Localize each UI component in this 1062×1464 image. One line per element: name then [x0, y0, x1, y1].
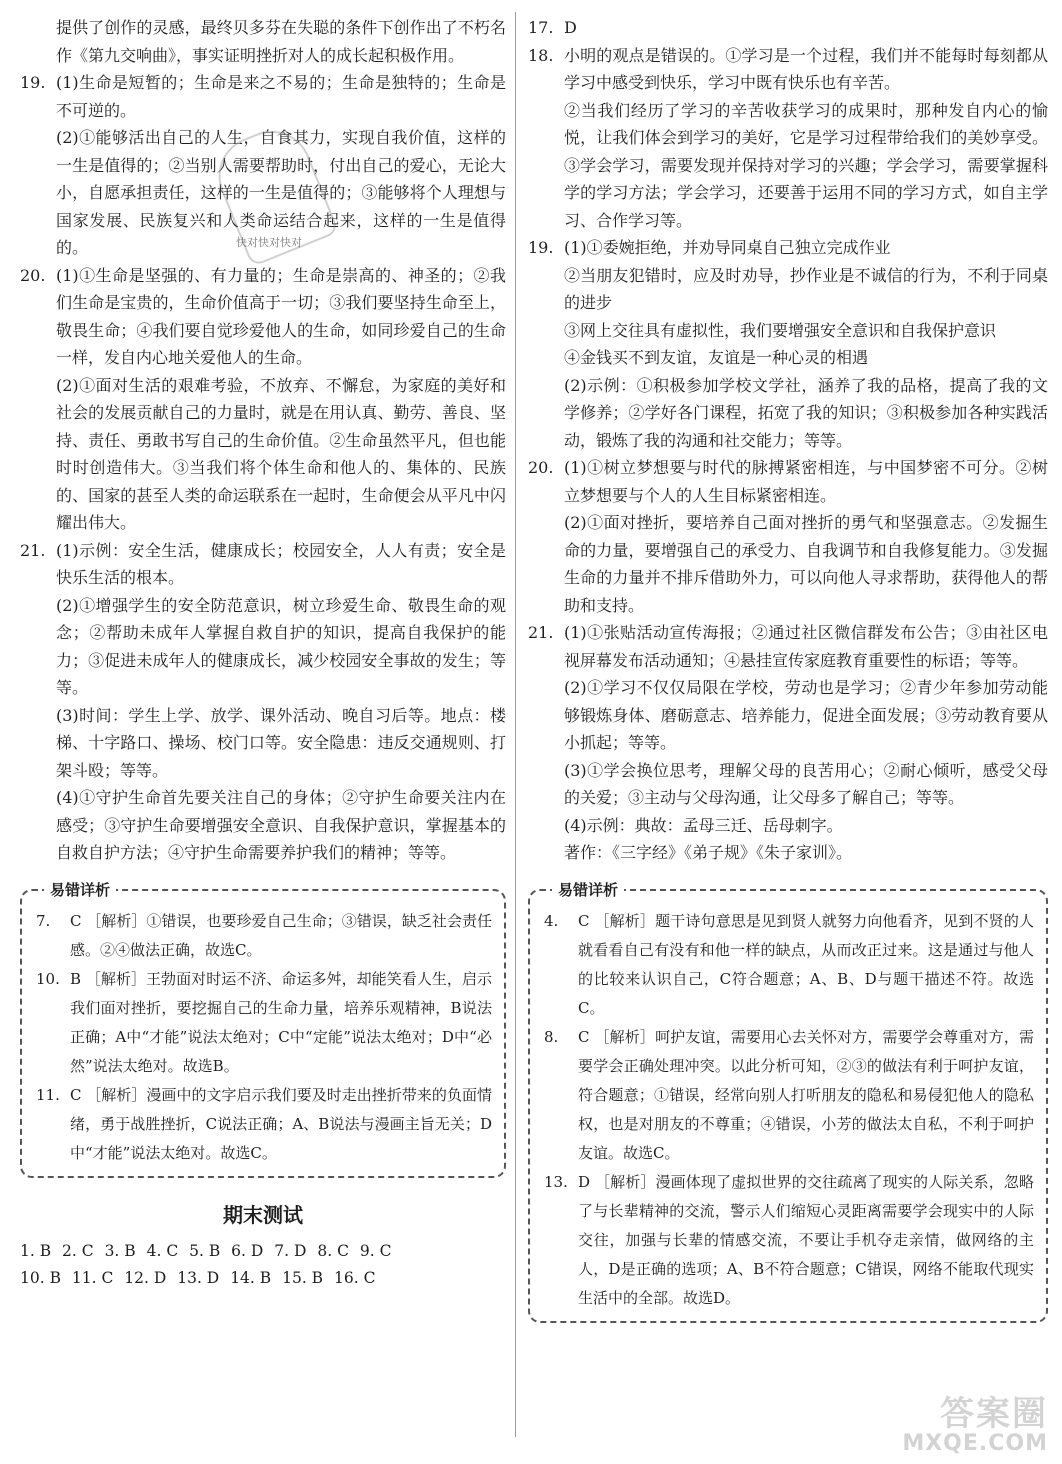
- error-analysis-box: [528, 880, 1048, 1323]
- item-number: 8.: [544, 1027, 559, 1046]
- answer: 7. D: [274, 1241, 307, 1260]
- error-item-8: [544, 1023, 1034, 1168]
- answer-part-3: (3)时间：学生上学、放学、课外活动、晚自习后等。地点：楼梯、十字路口、操场、校门口等。安全隐患：违反交通规则、打架斗殴；等等。: [56, 705, 506, 780]
- item-number: 4.: [544, 911, 559, 930]
- stamp-text: 快对快对快对: [236, 236, 302, 249]
- column-divider: [515, 12, 516, 1437]
- question-number: 21.: [528, 623, 554, 642]
- answer-part-2: (2)①面对生活的艰难考验，不放弃、不懈怠，为家庭的美好和社会的发展贡献自己的力量时，就是在用认真、勤劳、善良、坚持、责任、勇敢书写自己的生命价值。②生命虽然平凡，但也能时时创造伟大。③当我们将个体生命和他人的、集体的、民族的、国家的甚至人类的命运联系在一起时，生命便会从平凡中闪耀出伟大。: [56, 375, 506, 532]
- answer: 16. C: [334, 1268, 376, 1287]
- answer: 13. D: [177, 1268, 220, 1287]
- answer: 9. C: [359, 1241, 392, 1260]
- answer-part-3: (3)①学会换位思考，理解父母的良苦用心；②耐心倾听，感受父母的关爱；③主动与父母沟通，让父母多了解自己；等等。: [564, 760, 1048, 807]
- question-number: 21.: [20, 540, 46, 560]
- question-18: [528, 42, 1048, 235]
- question-20: [528, 454, 1048, 619]
- answer: 4. C: [146, 1241, 179, 1260]
- item-text: C ［解析］①错误，也要珍爱自己生命；③错误，缺乏社会责任感。②④做法正确，故选C。: [70, 911, 492, 959]
- item-text: C ［解析］题干诗句意思是见到贤人就努力向他看齐，见到不贤的人就看看自己有没有和他一样的缺点，从而改正过来。这是通过与他人的比较来认识自己，C符合题意；A、B、D与题干描述不符。故选C。: [578, 911, 1034, 1017]
- question-17: [528, 14, 1048, 42]
- right-column: [528, 14, 1048, 1323]
- question-number: 18.: [528, 45, 554, 65]
- answer: 6. D: [231, 1241, 264, 1260]
- answer: 12. D: [124, 1268, 167, 1287]
- answer: 2. C: [62, 1241, 94, 1260]
- site-watermark: [902, 1396, 1048, 1456]
- answer-part-2: (2)①能够活出自己的人生，自食其力，实现自我价值，这样的一生是值得的；②当别人需要帮助时，付出自己的爱心，无论大小，自愿承担责任，这样的一生是值得的；③能够将个人理想与国家发展、民族复兴和人类命运结合起来，这样的一生是值得的。: [56, 128, 506, 257]
- item-number: 13.: [544, 1172, 568, 1191]
- question-number: 19.: [20, 73, 46, 92]
- error-item-11: [36, 1081, 492, 1168]
- answer-row-2: [20, 1265, 506, 1292]
- error-item-10: [36, 965, 492, 1081]
- box-title: 易错详析: [552, 878, 624, 902]
- watermark-url: MXQE.COM: [902, 1431, 1048, 1456]
- answer-part-1: (1)①委婉拒绝，并劝导同桌自己独立完成作业: [564, 238, 891, 257]
- section-title: 期末测试: [223, 1202, 303, 1227]
- item-number: 7.: [36, 911, 51, 930]
- answer-part-5: (2)示例：①积极参加学校文学社，涵养了我的品格，提高了我的文学修养；②学好各门课程，拓宽了我的知识；③积极参加各种实践活动，锻炼了我的沟通和社交能力；等等。: [564, 375, 1048, 450]
- answer-part-1: (1)示例：安全生活，健康成长；校园安全，人人有责；安全是快乐生活的根本。: [56, 540, 506, 587]
- answer: 15. B: [282, 1268, 324, 1287]
- answer: 3. B: [104, 1241, 136, 1260]
- answer-part-4: (4)示例：典故：孟母三迁、岳母刺字。: [564, 815, 843, 835]
- item-text: C ［解析］漫画中的文字启示我们要及时走出挫折带来的负面情绪，勇于战胜挫折，C说法正确；A、B说法与漫画主旨无关；D中“才能”说法太绝对。故选C。: [70, 1085, 492, 1162]
- continuation-paragraph: 提供了创作的灵感，最终贝多芬在失聪的条件下创作出了不朽名作《第九交响曲》，事实证明挫折对人的成长起积极作用。: [56, 18, 506, 65]
- question-number: 20.: [528, 458, 554, 477]
- watermark-logo-text: 答案圈: [940, 1394, 1048, 1434]
- question-19: [528, 234, 1048, 454]
- answer: 10. B: [20, 1268, 61, 1287]
- answer-part-2: (2)①面对挫折，要培养自己面对挫折的勇气和坚强意志。②发掘生命的力量，要增强自己的承受力、自我调节和自我修复能力。③发掘生命的力量并不排斥借助外力，可以向他人寻求帮助，获得他人的帮助和支持。: [564, 513, 1048, 615]
- item-text: D ［解析］漫画体现了虚拟世界的交往疏离了现实的人际关系，忽略了与长辈精神的交流，警示人们缩短心灵距离需要学会现实中的人际交往，加强与长辈的情感交流，不要让手机夺走亲情，做网络的主人，D是正确的选项；A、B不符合题意；C错误，网络不能取代现实生活中的全部。故选D。: [578, 1172, 1034, 1307]
- answer-part-5: 著作：《三字经》《弟子规》《朱子家训》。: [564, 843, 853, 862]
- answer-part-2: ②当朋友犯错时，应及时劝导，抄作业是不诚信的行为，不利于同桌的进步: [564, 265, 1048, 312]
- answer: 1. B: [20, 1241, 52, 1260]
- question-number: 19.: [528, 238, 554, 257]
- question-number: 20.: [20, 265, 46, 285]
- answer-part-4: (4)①守护生命首先要关注自己的身体；②守护生命要关注内在感受；③守护生命要增强安全意识、自我保护意识，掌握基本的自救自护方法；④守护生命需要养护我们的精神；等等。: [56, 788, 506, 862]
- item-text: C ［解析］呵护友谊，需要用心去关怀对方，需要学会尊重对方，需要学会正确处理冲突。以此分析可知，②③的做法有利于呵护友谊，符合题意；①错误，经常向别人打听朋友的隐私和易侵犯他人的隐私权，也是对朋友的不尊重；④错误，小芳的做法太自私，不利于呵护友谊。故选C。: [578, 1027, 1034, 1162]
- error-item-7: [36, 907, 492, 965]
- question-21: [528, 619, 1048, 867]
- answer-part-1: 小明的观点是错误的。①学习是一个过程，我们并不能每时每刻都从学习中感受到快乐，学习中既有快乐也有辛苦。: [564, 45, 1048, 92]
- answer-part-2: (2)①学习不仅仅局限在学校，劳动也是学习；②青少年参加劳动能够锻炼身体、磨砺意志、培养能力，促进全面发展；③劳动教育要从小抓起；等等。: [564, 678, 1048, 752]
- item-number: 10.: [36, 969, 60, 988]
- answer-part-1: (1)①树立梦想要与时代的脉搏紧密相连，与中国梦密不可分。②树立梦想要与个人的人生目标紧密相连。: [564, 458, 1048, 505]
- answer-part-2: (2)①增强学生的安全防范意识，树立珍爱生命、敬畏生命的观念；②帮助未成年人掌握自救自护的知识，提高自我保护的能力；③促进未成年人的健康成长，减少校园安全事故的发生；等等。: [56, 595, 506, 697]
- item-number: 11.: [36, 1085, 60, 1104]
- box-title: 易错详析: [44, 878, 116, 902]
- answer: 14. B: [230, 1268, 272, 1287]
- question-20: [20, 262, 506, 537]
- error-analysis-box: [20, 880, 506, 1178]
- item-text: B ［解析］王勃面对时运不济、命运多舛，却能笑看人生，启示我们面对挫折，要挖掘自己的生命力量，培养乐观精神，B说法正确；A中“才能”说法太绝对；C中“定能”说法太绝对；D中“必然”说法太绝对。故选B。: [70, 969, 492, 1075]
- answer: 11. C: [71, 1268, 114, 1287]
- answer-row-1: [20, 1238, 506, 1265]
- question-21: [20, 537, 506, 867]
- error-item-13: [544, 1168, 1034, 1313]
- answer-text: D: [564, 18, 577, 37]
- answer: 8. C: [317, 1241, 349, 1260]
- answer-part-1: (1)生命是短暂的；生命是来之不易的；生命是独特的；生命是不可逆的。: [56, 73, 506, 120]
- error-item-4: [544, 907, 1034, 1023]
- answer-part-2: ②当我们经历了学习的辛苦收获学习的成果时，那种发自内心的愉悦，让我们体会到学习的美好，它是学习过程带给我们的美妙享受。③学会学习，需要发现并保持对学习的兴趣；学会学习，需要掌握科学的学习方法；学会学习，还要善于运用不同的学习方式，如自主学习、合作学习等。: [564, 100, 1048, 230]
- answer: 5. B: [189, 1241, 221, 1260]
- answer-part-4: ④金钱买不到友谊，友谊是一种心灵的相遇: [564, 348, 869, 367]
- answer-part-1: (1)①生命是坚强的、有力量的；生命是崇高的、神圣的；②我们生命是宝贵的，生命价值高于一切；③我们要坚持生命至上，敬畏生命；④我们要自觉珍爱他人的生命，如同珍爱自己的生命一样，发自内心地关爱他人的生命。: [56, 265, 506, 367]
- answer-part-3: ③网上交往具有虚拟性，我们要增强安全意识和自我保护意识: [564, 320, 997, 340]
- question-number: 17.: [528, 18, 554, 37]
- answer-part-1: (1)①张贴活动宣传海报；②通过社区微信群发布公告；③由社区电视屏幕发布活动通知；④悬挂宣传家庭教育重要性的标语；等等。: [564, 623, 1048, 670]
